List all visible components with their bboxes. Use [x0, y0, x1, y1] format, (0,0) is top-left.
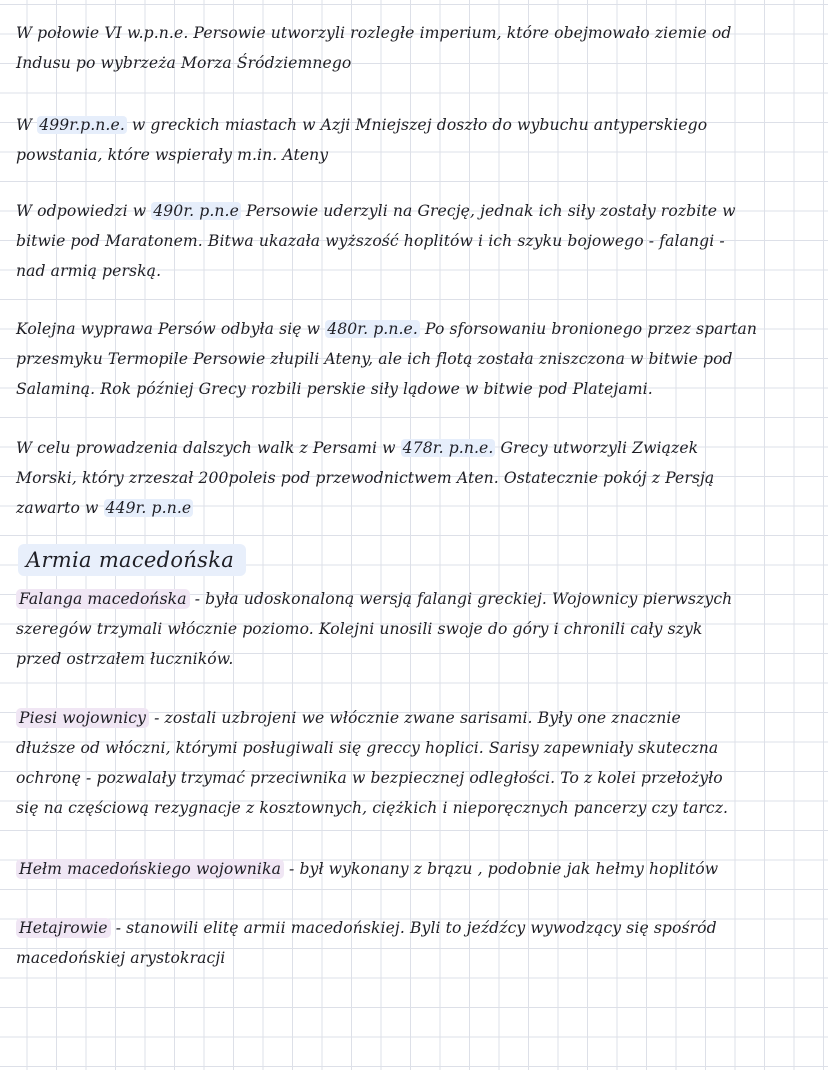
date-highlight: 499r.p.n.e.	[39, 116, 125, 134]
text-fragment: w greckich miastach w Azji Mniejszej doszło do wybuchu antyperskiego	[126, 116, 708, 134]
text-line: powstania, które wspierały m.in. Ateny	[16, 146, 329, 164]
text-fragment: - zostali uzbrojeni we włócznie zwane sarisami. Były one znacznie	[149, 709, 681, 727]
text-line: dłuższe od włóczni, którymi posługiwali się greccy hoplici. Sarisy zapewniały skuteczna	[16, 739, 719, 757]
text-line: macedońskiej arystokracji	[16, 949, 226, 967]
text-line: bitwie pod Maratonem. Bitwa ukazała wyższość hoplitów i ich szyku bojowego - falangi -	[16, 232, 725, 250]
paragraph-helmet	[16, 854, 812, 884]
text-fragment: Persowie uderzyli na Grecję, jednak ich siły zostały rozbite w	[240, 202, 736, 220]
text-fragment: Grecy utworzyli Związek	[495, 439, 699, 457]
text-fragment: W celu prowadzenia dalszych walk z Persami w	[16, 439, 401, 457]
text-line	[16, 493, 812, 523]
term-highlight: Hełm macedońskiego wojownika	[16, 859, 284, 879]
paragraph-delian-league	[16, 433, 812, 523]
text-line: W połowie VI w.p.n.e. Persowie utworzyli rozległe imperium, które obejmowało ziemie od	[16, 24, 732, 42]
text-line	[16, 110, 812, 140]
text-line: Indusu po wybrzeża Morza Śródziemnego	[16, 54, 352, 72]
text-fragment: - stanowili elitę armii macedońskiej. Byli to jeźdźcy wywodzący się spośród	[110, 919, 717, 937]
text-line	[16, 703, 812, 733]
text-fragment: - była udoskonaloną wersją falangi greckiej. Wojownicy pierwszych	[189, 590, 733, 608]
date-highlight: 480r. p.n.e.	[327, 320, 418, 338]
text-line: szeregów trzymali włócznie poziomo. Kolejni unosili swoje do góry i chronili cały szyk	[16, 620, 703, 638]
paragraph-marathon	[16, 196, 812, 286]
date-highlight: 490r. p.n.e	[153, 202, 239, 220]
text-line: się na częściową rezygnacje z kosztownych, ciężkich i nieporęcznych pancerzy czy tarcz.	[16, 799, 729, 817]
text-fragment: W odpowiedzi w	[16, 202, 152, 220]
text-fragment: Po sforsowaniu bronionego przez spartan	[419, 320, 758, 338]
text-line: Salaminą. Rok później Grecy rozbili perskie siły lądowe w bitwie pod Platejami.	[16, 380, 653, 398]
paragraph-thermopylae	[16, 314, 812, 404]
date-highlight: 449r. p.n.e	[105, 499, 192, 517]
text-line: nad armią perską.	[16, 262, 162, 280]
date-highlight: 478r. p.n.e.	[402, 439, 494, 457]
text-line: ochronę - pozwalały trzymać przeciwnika w bezpiecznej odległości. To z kolei przełożyło	[16, 769, 723, 787]
text-line	[16, 584, 812, 614]
text-line: przed ostrzałem łuczników.	[16, 650, 234, 668]
term-highlight: Hetajrowie	[16, 918, 111, 938]
text-line	[16, 314, 812, 344]
text-fragment: zawarto w	[16, 499, 104, 517]
text-fragment: Kolejna wyprawa Persów odbyła się w	[16, 320, 326, 338]
text-line	[16, 913, 812, 943]
text-line: przesmyku Termopile Persowie złupili Ateny, ale ich flotą została zniszczona w bitwie pod	[16, 350, 733, 368]
paragraph-ionian-revolt	[16, 110, 812, 170]
paragraph-hetairoi	[16, 913, 812, 973]
section-heading: Armia macedońska	[18, 544, 246, 576]
text-line	[16, 196, 812, 226]
text-fragment: W	[16, 116, 38, 134]
text-line	[16, 433, 812, 463]
paragraph-macedonian-phalanx	[16, 584, 812, 674]
term-highlight: Falanga macedońska	[16, 589, 190, 609]
text-line	[16, 854, 812, 884]
paragraph-infantry	[16, 703, 812, 823]
text-line: Morski, który zrzeszał 200poleis pod przewodnictwem Aten. Ostatecznie pokój z Persją	[16, 469, 715, 487]
paragraph-persian-empire	[16, 18, 812, 78]
term-highlight: Piesi wojownicy	[16, 708, 149, 728]
text-fragment: - był wykonany z brązu , podobnie jak hełmy hoplitów	[283, 860, 719, 878]
